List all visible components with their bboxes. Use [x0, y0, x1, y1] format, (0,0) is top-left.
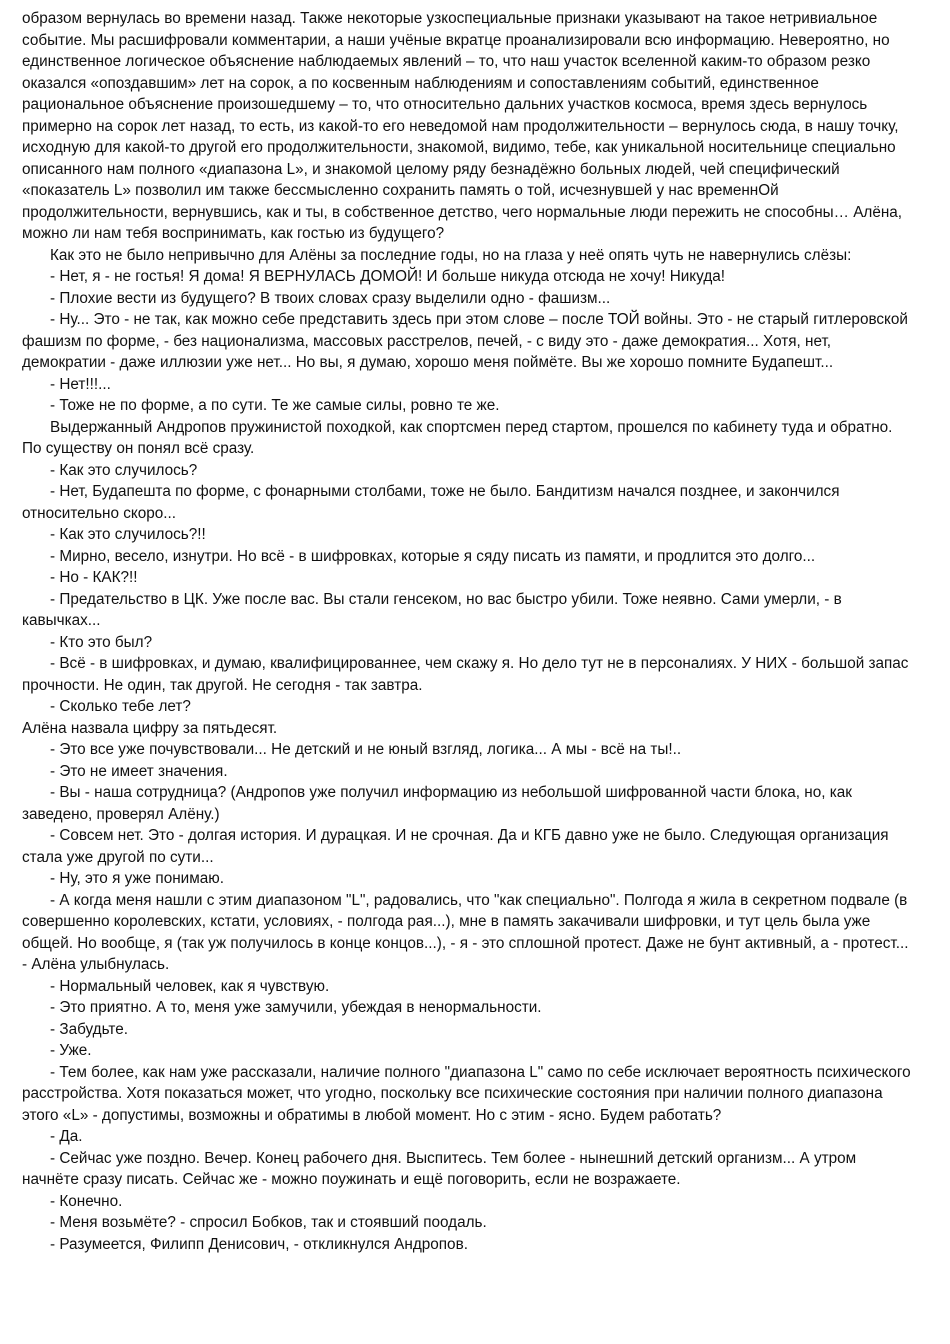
dialogue-line: - А когда меня нашли с этим диапазоном "L", радовались, что "как специально". Полгода я жила в секретном подвале (в совершенно королевских, кстати, условиях, - полгода рая...), мне в память закачивали шифровки, и тут цель была уже общей. Но вообще, я (так уж получилось в конце концов...), - я - это сплошной протест. Даже не бунт активный, а - протест... - Алёна улыбнулась. — [22, 891, 909, 973]
dialogue-line: - Как это случилось? — [50, 461, 198, 479]
dialogue-line: - Меня возьмёте? - спросил Бобков, так и стоявший поодаль. — [50, 1214, 487, 1231]
dialogue-line: - Нет, я - не гостья! Я дома! Я ВЕРНУЛАСЬ ДОМОЙ! И больше никуда отсюда не хочу! Никуда! — [50, 268, 725, 285]
dialogue-line: - Тоже не по форме, а по сути. Те же самые силы, ровно те же. — [50, 397, 500, 414]
dialogue-line: - Кто это был? — [50, 633, 153, 651]
dialogue-line: - Уже. — [50, 1042, 92, 1059]
dialogue-line: - Как это случилось?!! — [50, 526, 206, 543]
dialogue-line: - Разумеется, Филипп Денисович, - откликнулся Андропов. — [50, 1235, 468, 1253]
paragraph: образом вернулась во времени назад. Также некоторые узкоспециальные признаки указывают на такое нетривиальное событие. Мы расшифровали комментарии, а наши учёные вкратце проанализировали всю информацию. Невероятно, но единственное логическое объяснение наблюдаемых явлений – то, что наш участок вселенной каким-то образом резко оказался «опоздавшим» лет на сорок, а по косвенным наблюдениям и сопоставлениям событий, единственное рациональное объяснение произошедшему – то, что относительно дальних участков космоса, время здесь вернулось примерно на сорок лет назад, то есть, из какой-то его неведомой нам продолжительности – вернулось сюда, в нашу точку, исходную для какой-то другой его продолжительности, знакомой, видимо, тебе, как уникальной носительнице специально описанного нам полного «диапазона L», и знакомой целому ряду безнадёжно больных людей, чей специфический «показатель L» позволил им также бессмысленно сохранить память о той, исчезнувшей у нас временнОй продолжительности, вернувшись, как и ты, в собственное детство, чего нормальные люди пережить не способны… Алёна, можно ли нам тебя воспринимать, как гостью из будущего? — [22, 10, 903, 242]
dialogue-line: - Ну, это я уже понимаю. — [50, 870, 224, 887]
dialogue-line: - Но - КАК?!! — [50, 569, 138, 586]
dialogue-line: - Сейчас уже поздно. Вечер. Конец рабочего дня. Выспитесь. Тем более - нынешний детский организм... А утром начнёте сразу писать. Сейчас же - можно поужинать и ещё поговорить, если не возражаете. — [22, 1149, 857, 1188]
document-page — [22, 8, 914, 1255]
dialogue-line: - Тем более, как нам уже рассказали, наличие полного "диапазона L" само по себе исключает вероятность психического расстройства. Хотя показаться может, что угодно, поскольку все психические состояния при наличии полного диапазона этого «L» - допустимы, возможны и обратимы в любой момент. Но с этим - ясно. Будем работать? — [22, 1063, 911, 1124]
dialogue-line: - Совсем нет. Это - долгая история. И дурацкая. И не срочная. Да и КГБ давно уже не было. Следующая организация стала уже другой по сути... — [22, 827, 889, 866]
dialogue-line: - Это приятно. А то, меня уже замучили, убеждая в ненормальности. — [50, 999, 542, 1016]
dialogue-line: - Нормальный человек, как я чувствую. — [50, 977, 330, 995]
dialogue-line: - Ну... Это - не так, как можно себе представить здесь при этом слове – после ТОЙ войны. Это - не старый гитлеровской фашизм по форме, - без национализма, массовых расстрелов, печей, - с виду это - даже демократия... Хотя, нет, демократии - даже иллюзии уже нет... Но вы, я думаю, хорошо меня поймёте. Вы же хорошо помните Будапешт... — [22, 311, 908, 371]
dialogue-line: - Всё - в шифровках, и думаю, квалифицированнее, чем скажу я. Но дело тут не в персоналиях. У НИХ - большой запас прочности. Не один, так другой. Не сегодня - так завтра. — [22, 655, 909, 694]
dialogue-line: - Забудьте. — [50, 1020, 128, 1038]
dialogue-line: - Это не имеет значения. — [50, 762, 228, 780]
dialogue-line: - Вы - наша сотрудница? (Андропов уже получил информацию из небольшой шифрованной части блока, но, как заведено, проверял Алёну.) — [22, 784, 852, 823]
dialogue-line: - Нет, Будапешта по форме, с фонарными столбами, тоже не было. Бандитизм начался позднее, и закончился относительно скоро... — [22, 483, 840, 522]
dialogue-line: - Предательство в ЦК. Уже после вас. Вы стали генсеком, но вас быстро убили. Тоже неявно. Сами умерли, - в кавычках... — [22, 590, 842, 629]
dialogue-line: - Да. — [50, 1128, 83, 1145]
dialogue-line: - Нет!!!... — [50, 375, 111, 393]
paragraph: Как это не было непривычно для Алёны за последние годы, но на глаза у неё опять чуть не навернулись слёзы: — [50, 246, 852, 264]
dialogue-line: - Мирно, весело, изнутри. Но всё - в шифровках, которые я сяду писать из памяти, и продлится это долго... — [50, 547, 816, 565]
paragraph: Выдержанный Андропов пружинистой походкой, как спортсмен перед стартом, прошелся по кабинету туда и обратно. По существу он понял всё сразу. — [22, 418, 893, 457]
dialogue-line: - Конечно. — [50, 1192, 123, 1210]
dialogue-line: - Это все уже почувствовали... Не детский и не юный взгляд, логика... А мы - всё на ты!.. — [50, 741, 682, 758]
dialogue-line: - Плохие вести из будущего? В твоих словах сразу выделили одно - фашизм... — [50, 289, 611, 307]
dialogue-line: - Сколько тебе лет? — [50, 698, 191, 715]
paragraph: Алёна назвала цифру за пятьдесят. — [22, 719, 278, 737]
